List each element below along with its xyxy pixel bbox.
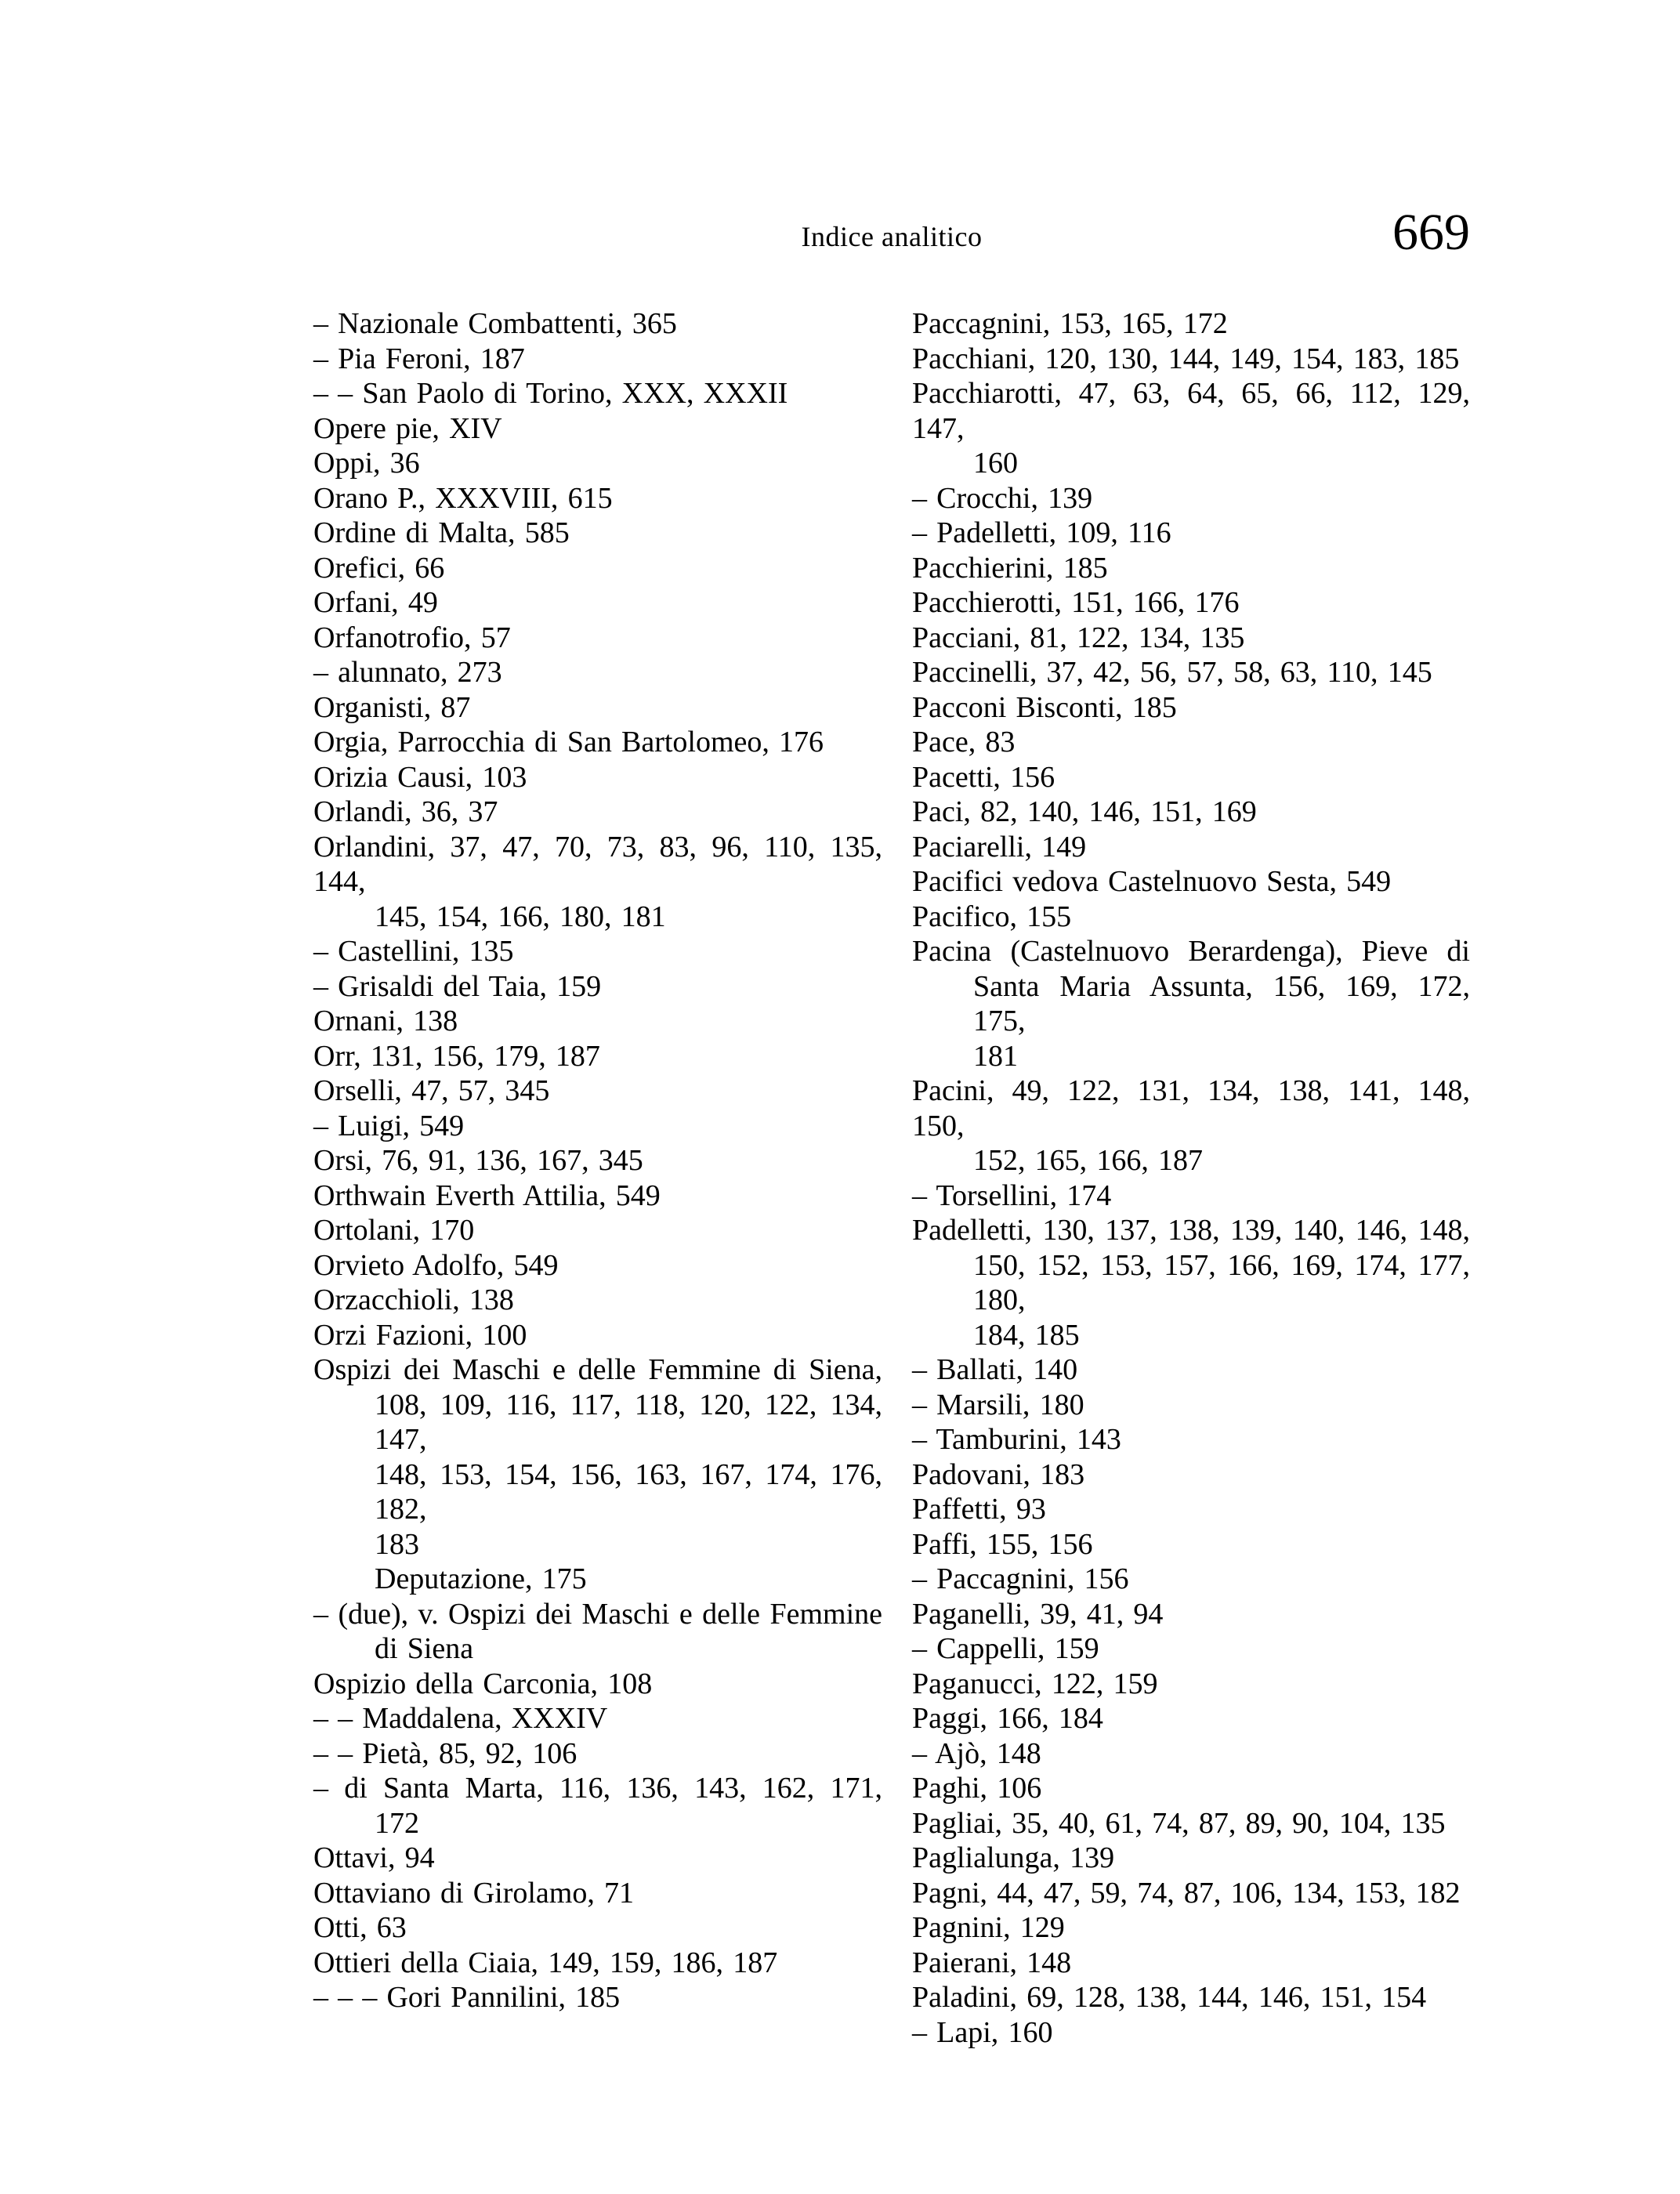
index-entry-line: Pacina (Castelnuovo Berardenga), Pieve di (912, 935, 1470, 968)
index-entry-line: Ospizi dei Maschi e delle Femmine di Siena, (313, 1353, 882, 1386)
index-entry-line: – Lapi, 160 (912, 2015, 1053, 2049)
index-entry-line: – Crocchi, 139 (912, 481, 1093, 515)
index-entry-line: Paggi, 166, 184 (912, 1702, 1103, 1735)
index-entry-line: Padelletti, 130, 137, 138, 139, 140, 146, 148, (912, 1214, 1470, 1247)
index-entry-line: Orgia, Parrocchia di San Bartolomeo, 176 (313, 726, 824, 758)
index-entry-line: – Ajò, 148 (912, 1736, 1041, 1770)
index-entry-line: Pace, 83 (912, 726, 1016, 758)
index-entry-line: Pacconi Bisconti, 185 (912, 690, 1177, 724)
index-entry-line: – Pia Feroni, 187 (313, 342, 525, 375)
index-entry-line: Orvieto Adolfo, 549 (313, 1248, 559, 1282)
index-entry-line: Pacini, 49, 122, 131, 134, 138, 141, 148, 150, (912, 1074, 1470, 1142)
index-entry-line: Paganelli, 39, 41, 94 (912, 1597, 1164, 1631)
index-column-left (313, 306, 882, 2015)
index-entry-line: – alunnato, 273 (313, 656, 502, 689)
index-column-right (912, 306, 1470, 2050)
index-entry-line: Paffi, 155, 156 (912, 1527, 1093, 1561)
index-entry-line: Pacifici vedova Castelnuovo Sesta, 549 (912, 865, 1392, 898)
index-entry-line: Orzi Fazioni, 100 (313, 1318, 527, 1352)
index-entry-line: 183 (375, 1527, 419, 1561)
running-head: Indice analitico (801, 221, 983, 252)
index-entry-line: – Cappelli, 159 (912, 1632, 1099, 1665)
index-entry-line: Orthwain Everth Attilia, 549 (313, 1178, 661, 1212)
index-entry-line: Opere pie, XIV (313, 411, 502, 445)
index-entry-line: Paciarelli, 149 (912, 830, 1087, 863)
index-entry-line: Paghi, 106 (912, 1772, 1042, 1805)
index-entry-line: Orsi, 76, 91, 136, 167, 345 (313, 1144, 643, 1177)
index-entry-line: – Padelletti, 109, 116 (912, 516, 1171, 549)
index-entry-line: – Grisaldi del Taia, 159 (313, 969, 602, 1003)
index-entry-line: Orzacchioli, 138 (313, 1283, 514, 1316)
index-entry-line: Paccinelli, 37, 42, 56, 57, 58, 63, 110, 145 (912, 656, 1432, 689)
index-entry-line: – Nazionale Combattenti, 365 (313, 307, 677, 340)
index-entry-line: Orfanotrofio, 57 (313, 621, 511, 654)
index-entry-line: Paccagnini, 153, 165, 172 (912, 307, 1228, 340)
index-entry-line: Pacchierotti, 151, 166, 176 (912, 586, 1240, 619)
index-entry-line: Paglialunga, 139 (912, 1841, 1115, 1874)
index-entry-line: – Paccagnini, 156 (912, 1562, 1129, 1595)
index-entry-line: Ospizio della Carconia, 108 (313, 1667, 653, 1700)
index-entry-line: – Castellini, 135 (313, 935, 514, 968)
page-number: 669 (1392, 204, 1470, 261)
index-entry-line: Deputazione, 175 (375, 1562, 587, 1595)
index-entry-line: Ornani, 138 (313, 1005, 458, 1037)
index-entry-line: Pacifico, 155 (912, 900, 1072, 933)
index-entry-line: Orizia Causi, 103 (313, 760, 527, 794)
index-entry-line: – (due), v. Ospizi dei Maschi e delle Femmine (313, 1597, 882, 1631)
index-entry-line: – Torsellini, 174 (912, 1178, 1112, 1212)
index-entry-line: Pacchierini, 185 (912, 551, 1108, 585)
index-entry-line: Organisti, 87 (313, 690, 471, 724)
index-entry-line: Paierani, 148 (912, 1946, 1072, 1979)
index-entry-line: Orano P., XXXVIII, 615 (313, 481, 613, 515)
index-entry-line: Paganucci, 122, 159 (912, 1667, 1158, 1700)
index-entry-line: – Ballati, 140 (912, 1353, 1078, 1386)
index-entry-line: Pagni, 44, 47, 59, 74, 87, 106, 134, 153, 182 (912, 1876, 1461, 1910)
index-entry-line: 184, 185 (973, 1318, 1080, 1352)
index-entry-line: – Luigi, 549 (313, 1109, 465, 1142)
index-entry-line: 145, 154, 166, 180, 181 (375, 900, 666, 933)
index-entry-line: – – – Gori Pannilini, 185 (313, 1981, 621, 2014)
index-entry-line: – Marsili, 180 (912, 1388, 1084, 1421)
index-entry-line: Pacchiani, 120, 130, 144, 149, 154, 183, 185 (912, 342, 1460, 375)
index-entry-line: – di Santa Marta, 116, 136, 143, 162, 171, (313, 1772, 882, 1805)
index-entry-line: Pagliai, 35, 40, 61, 74, 87, 89, 90, 104, 135 (912, 1806, 1446, 1840)
index-entry-line: Orlandi, 36, 37 (313, 795, 498, 828)
index-entry-line: – – San Paolo di Torino, XXX, XXXII (313, 377, 788, 410)
index-entry-line: Pagnini, 129 (912, 1911, 1065, 1944)
index-entry-line: Ordine di Malta, 585 (313, 516, 570, 549)
index-entry-line: di Siena (375, 1632, 474, 1665)
index-entry-line: Paffetti, 93 (912, 1493, 1046, 1526)
index-entry-line: 172 (375, 1806, 419, 1840)
index-entry-line: Oppi, 36 (313, 447, 420, 480)
index-entry-line: – Tamburini, 143 (912, 1423, 1121, 1456)
index-entry-line: Orfani, 49 (313, 586, 438, 619)
index-entry-line: 152, 165, 166, 187 (973, 1144, 1203, 1177)
index-entry-line: Orefici, 66 (313, 551, 445, 585)
index-entry-line: 150, 152, 153, 157, 166, 169, 174, 177, 180, (973, 1248, 1470, 1316)
index-entry-line: Ortolani, 170 (313, 1214, 475, 1247)
index-entry-line: Paci, 82, 140, 146, 151, 169 (912, 795, 1257, 828)
index-entry-line: Pacciani, 81, 122, 134, 135 (912, 621, 1245, 654)
index-entry-line: – – Pietà, 85, 92, 106 (313, 1736, 578, 1770)
index-entry-line: Ottavi, 94 (313, 1841, 435, 1874)
index-entry-line: 148, 153, 154, 156, 163, 167, 174, 176, 182, (375, 1457, 882, 1526)
index-entry-line: 160 (973, 447, 1018, 480)
index-entry-line: Santa Maria Assunta, 156, 169, 172, 175, (973, 969, 1470, 1037)
index-entry-line: Otti, 63 (313, 1911, 407, 1944)
index-entry-line: Pacchiarotti, 47, 63, 64, 65, 66, 112, 129, 147, (912, 377, 1470, 445)
index-entry-line: Orselli, 47, 57, 345 (313, 1074, 550, 1107)
index-entry-line: Paladini, 69, 128, 138, 144, 146, 151, 154 (912, 1981, 1427, 2014)
page-header (313, 204, 1470, 261)
index-entry-line: 108, 109, 116, 117, 118, 120, 122, 134, 147, (375, 1388, 882, 1456)
index-entry-line: – – Maddalena, XXXIV (313, 1702, 608, 1735)
index-entry-line: Orlandini, 37, 47, 70, 73, 83, 96, 110, 135, 144, (313, 830, 882, 898)
index-entry-line: Orr, 131, 156, 179, 187 (313, 1039, 600, 1073)
index-entry-line: Padovani, 183 (912, 1457, 1085, 1491)
index-entry-line: Ottieri della Ciaia, 149, 159, 186, 187 (313, 1946, 778, 1979)
index-entry-line: 181 (973, 1039, 1018, 1073)
index-entry-line: Ottaviano di Girolamo, 71 (313, 1876, 635, 1910)
index-entry-line: Pacetti, 156 (912, 760, 1055, 794)
